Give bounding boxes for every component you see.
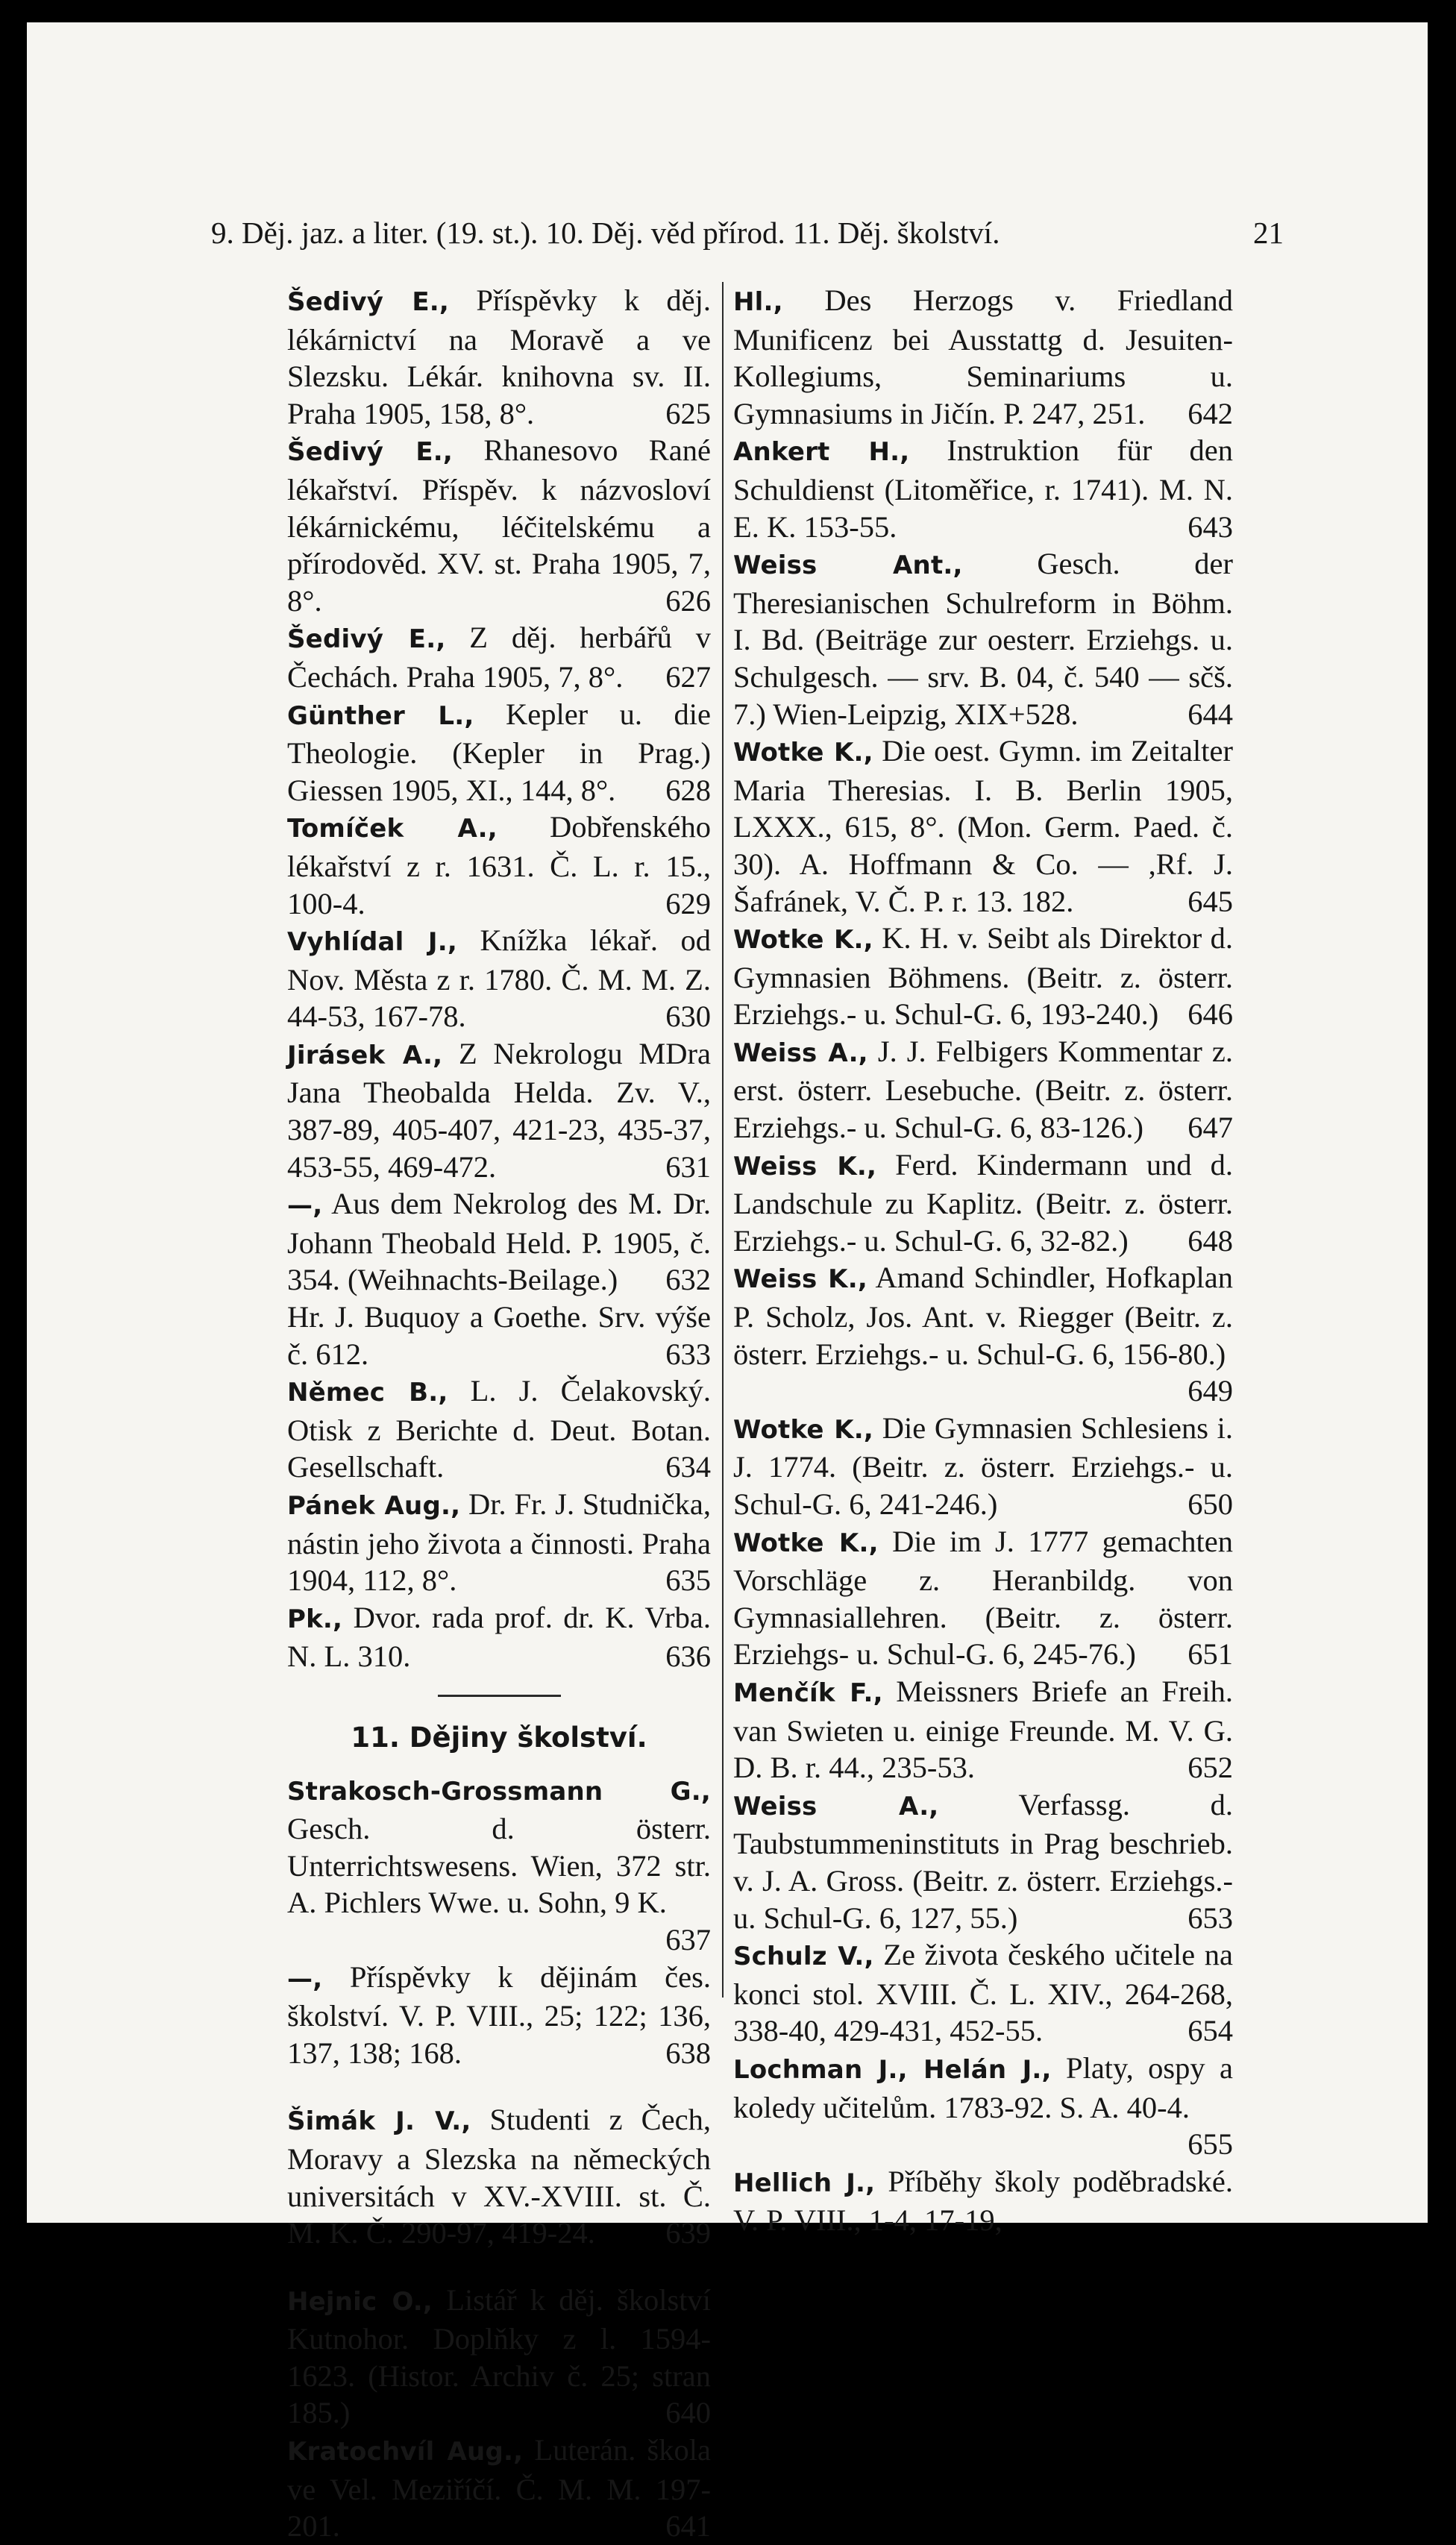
bibliography-entry bbox=[733, 545, 1233, 732]
entry-number: 639 bbox=[665, 2216, 711, 2250]
entry-number: 649 bbox=[1187, 1374, 1233, 1408]
bibliography-entry bbox=[733, 1259, 1233, 1409]
entry-text: Instruktion für den Schuldienst (Litoměřice, r. 1741). M. N. E. K. 153-55. bbox=[733, 433, 1233, 544]
entry-number: 641 bbox=[665, 2509, 711, 2544]
bibliography-entry bbox=[287, 1372, 711, 1486]
entry-text: Příběhy školy poděbradské. V. P. VIII., 1-4, 17-19, bbox=[733, 2164, 1234, 2238]
entry-text: Des Herzogs v. Friedland Munificenz bei Ausstattg d. Jesuiten-Kollegiums, Seminariums u. Gymnasiums in Jičín. P. 247, 251. bbox=[733, 283, 1233, 430]
bibliography-entry bbox=[287, 696, 711, 809]
bibliography-entry bbox=[733, 1410, 1233, 1523]
entry-number: 652 bbox=[1187, 1751, 1233, 1785]
entry-number: 640 bbox=[665, 2396, 711, 2430]
bibliography-entry bbox=[287, 2282, 711, 2432]
entry-number: 655 bbox=[1187, 2127, 1233, 2162]
bibliography-entry bbox=[287, 922, 711, 1035]
entry-number: 650 bbox=[1187, 1487, 1233, 1521]
entry-text: Dr. Fr. J. Studnička, nástin jeho života a činnosti. Praha 1904, 112, 8°. bbox=[287, 1487, 711, 1598]
entry-author: Šedivý E., bbox=[287, 624, 446, 655]
bibliography-entry bbox=[287, 619, 711, 695]
entry-text: Gesch. der Theresianischen Schulreform in Böhm. I. Bd. (Beiträge zur oesterr. Erziehgs. u. Schulgesch. — srv. B. 04, č. 540 — sčš. 7.) Wien-Leipzig, XIX+528. bbox=[733, 547, 1234, 731]
bibliography-entry bbox=[287, 2432, 711, 2545]
entry-author: Hejnic O., bbox=[287, 2286, 433, 2317]
entry-text: Luterán. škola ve Vel. Meziříčí. Č. M. M. 197-201. bbox=[287, 2433, 712, 2544]
entry-text: Příspěvky k děj. lékárnictví na Moravě a ve Slezsku. Lékár. knihovna sv. II. Praha 1905, 158, 8°. bbox=[287, 283, 711, 430]
entry-author: Günther L., bbox=[287, 700, 474, 731]
bibliography-entry bbox=[287, 1299, 711, 1372]
bibliography-entry bbox=[287, 1185, 711, 1299]
entry-author: Weiss A., bbox=[733, 1791, 939, 1821]
entry-number: 630 bbox=[665, 1000, 711, 1034]
entry-number: 635 bbox=[665, 1563, 711, 1598]
entry-number: 642 bbox=[1187, 396, 1233, 430]
entry-text: J. J. Felbigers Kommentar z. erst. österr. Lesebuche. (Beitr. z. österr. Erziehgs.- u. Schul-G. 6, 83-126.) bbox=[733, 1034, 1233, 1145]
entry-text: Die im J. 1777 gemachten Vorschläge z. Heranbildg. von Gymnasiallehren. (Beitr. z. österr. Erziehgs- u. Schul-G. 6, 245-76.) bbox=[733, 1524, 1233, 1672]
entry-text: Aus dem Nekrolog des M. Dr. Johann Theobald Held. P. 1905, č. 354. (Weihnachts-Beilage.) bbox=[287, 1187, 712, 1297]
running-header bbox=[211, 215, 1284, 251]
entry-number: 638 bbox=[665, 2036, 711, 2070]
entry-text: Ferd. Kindermann und d. Landschule zu Kaplitz. (Beitr. z. österr. Erziehgs.- u. Schul-G. 6, 32-82.) bbox=[733, 1147, 1234, 1258]
entry-author: Jirásek A., bbox=[287, 1040, 443, 1070]
entry-text: Die Gymnasien Schlesiens i. J. 1774. (Beitr. z. österr. Erziehgs.- u. Schul-G. 6, 241-246.) bbox=[733, 1410, 1234, 1521]
right-column bbox=[733, 282, 1233, 2239]
bibliography-entry bbox=[287, 1959, 711, 2072]
entry-text: Platy, ospy a koledy učitelům. 1783-92. S. A. 40-4. bbox=[733, 2050, 1234, 2124]
entry-author: Hellich J., bbox=[733, 2168, 876, 2198]
bibliography-entry bbox=[733, 1033, 1233, 1146]
entry-number: 648 bbox=[1187, 1223, 1233, 1258]
entry-number: 653 bbox=[1187, 1901, 1233, 1935]
entry-number: 632 bbox=[665, 1263, 711, 1297]
entry-author: Pánek Aug., bbox=[287, 1491, 461, 1521]
entry-author: Kratochvíl Aug., bbox=[287, 2437, 524, 2467]
entry-number: 627 bbox=[665, 659, 711, 694]
bibliography-entry bbox=[733, 2163, 1233, 2239]
entry-text: K. H. v. Seibt als Direktor d. Gymnasien Böhmens. (Beitr. z. österr. Erziehgs.- u. Schul-G. 6, 193-240.) bbox=[733, 921, 1234, 1032]
bibliography-entry bbox=[733, 432, 1233, 545]
entry-author: Wotke K., bbox=[733, 925, 873, 955]
bibliography-entry bbox=[733, 1673, 1233, 1786]
entry-number: 647 bbox=[1187, 1111, 1233, 1145]
right-entries bbox=[733, 282, 1233, 2239]
entry-author: Menčík F., bbox=[733, 1678, 883, 1708]
entry-text: Gesch. d. österr. Unterrichtswesens. Wien, 372 str. A. Pichlers Wwe. u. Sohn, 9 K. bbox=[287, 1812, 711, 1920]
left-column bbox=[287, 282, 711, 2545]
entry-text: L. J. Čelakovský. Otisk z Berichte d. Deut. Botan. Gesellschaft. bbox=[287, 1374, 712, 1484]
left-entries-school-history bbox=[287, 1772, 711, 2545]
entry-author: Weiss K., bbox=[733, 1151, 877, 1182]
entry-author: Šimák J. V., bbox=[287, 2106, 471, 2137]
entry-author: Weiss A., bbox=[733, 1038, 868, 1068]
entry-text: Z děj. herbářů v Čechách. Praha 1905, 7, 8°. bbox=[287, 621, 711, 694]
entry-author: —, bbox=[287, 1963, 323, 1994]
bibliography-entry bbox=[733, 282, 1233, 432]
entry-text: Studenti z Čech, Moravy a Slezska na německých universitách v XV.-XVIII. st. Č. M. K. Č. 290-97, 419-24. bbox=[287, 2103, 711, 2250]
entry-number: 629 bbox=[665, 886, 711, 920]
entry-text: Příspěvky k dějinám čes. školství. V. P. VIII., 25; 122; 136, 137, 138; 168. bbox=[287, 1959, 711, 2070]
column-divider bbox=[722, 282, 724, 1998]
entry-author: Strakosch-Grossmann G., bbox=[287, 1776, 711, 1807]
entry-author: Wotke K., bbox=[733, 1414, 874, 1445]
bibliography-entry bbox=[287, 1772, 711, 1959]
bibliography-entry bbox=[287, 282, 711, 432]
entry-text: Dvor. rada prof. dr. K. Vrba. N. L. 310. bbox=[287, 1600, 711, 1674]
bibliography-entry bbox=[733, 1936, 1233, 2050]
entry-number: 637 bbox=[665, 1922, 711, 1956]
bibliography-entry bbox=[287, 432, 711, 619]
entry-number: 654 bbox=[1187, 2014, 1233, 2048]
header-title: 9. Děj. jaz. a liter. (19. st.). 10. Děj. věd přírod. 11. Děj. školství. bbox=[211, 216, 1000, 250]
section-separator bbox=[438, 1695, 561, 1697]
bibliography-entry bbox=[733, 732, 1233, 920]
entry-author: Ankert H., bbox=[733, 437, 910, 468]
entry-author: Němec B., bbox=[287, 1378, 448, 1408]
entry-text: Kepler u. die Theologie. (Kepler in Prag.) Giessen 1905, XI., 144, 8°. bbox=[287, 697, 711, 807]
entry-text: Ze života českého učitele na konci stol. XVIII. Č. L. XIV., 264-268, 338-40, 429-431, 452-55. bbox=[733, 1938, 1233, 2048]
bibliography-entry bbox=[287, 2101, 711, 2251]
entry-author: Wotke K., bbox=[733, 1528, 879, 1558]
entry-author: Tomíček A., bbox=[287, 814, 498, 844]
entry-text: Rhanesovo Rané lékařství. Příspěv. k názvosloví lékárnickému, léčitelskému a přírodověd. XV. st. Praha 1905, 7, 8°. bbox=[287, 433, 711, 618]
section-title: 11. Dějiny školství. bbox=[351, 1721, 647, 1754]
entry-author: Šedivý E., bbox=[287, 437, 454, 468]
entry-number: 626 bbox=[665, 583, 711, 618]
entry-text: Knížka lékař. od Nov. Města z r. 1780. Č. M. M. Z. 44-53, 167-78. bbox=[287, 923, 711, 1034]
bibliography-entry bbox=[287, 809, 711, 922]
entry-author: Weiss K., bbox=[733, 1264, 867, 1295]
bibliography-entry bbox=[733, 1523, 1233, 1673]
entry-text: Amand Schindler, Hofkaplan P. Scholz, Jos. Ant. v. Riegger (Beitr. z. österr. Erziehgs.- u. Schul-G. 6, 156-80.) bbox=[733, 1261, 1234, 1371]
entry-author: Wotke K., bbox=[733, 738, 873, 768]
entry-author: Schulz V., bbox=[733, 1942, 874, 1972]
entry-number: 644 bbox=[1187, 697, 1233, 731]
bibliography-entry bbox=[733, 1786, 1233, 1936]
entry-number: 643 bbox=[1187, 509, 1233, 544]
entry-text: Z Nekrologu MDra Jana Theobalda Helda. Zv. V., 387-89, 405-407, 421-23, 435-37, 453-55, 469-472. bbox=[287, 1036, 711, 1184]
left-entries-history-science bbox=[287, 282, 711, 1675]
entry-number: 636 bbox=[665, 1639, 711, 1674]
entry-number: 625 bbox=[665, 396, 711, 430]
bibliography-entry bbox=[287, 1599, 711, 1675]
bibliography-entry bbox=[733, 1146, 1233, 1260]
entry-number: 651 bbox=[1187, 1637, 1233, 1672]
bibliography-entry bbox=[733, 2050, 1233, 2163]
entry-number: 633 bbox=[665, 1337, 711, 1371]
entry-author: Šedivý E., bbox=[287, 287, 450, 317]
entry-author: Hl., bbox=[733, 287, 783, 317]
entry-number: 631 bbox=[665, 1149, 711, 1184]
page-number: 21 bbox=[1253, 216, 1284, 250]
entry-number: 628 bbox=[665, 773, 711, 807]
entry-text: Hr. J. Buquoy a Goethe. Srv. výše č. 612. bbox=[287, 1300, 711, 1371]
entry-text: Meissners Briefe an Freih. van Swieten u. einige Freunde. M. V. G. D. B. r. 44., 235-53. bbox=[733, 1674, 1234, 1785]
bibliography-entry bbox=[287, 1486, 711, 1599]
entry-author: Lochman J., Helán J., bbox=[733, 2054, 1052, 2085]
entry-author: —, bbox=[287, 1190, 323, 1221]
entry-text: Dobřenského lékařství z r. 1631. Č. L. r. 15., 100-4. bbox=[287, 810, 711, 920]
entry-text: Listář k děj. školství Kutnohor. Doplňky z l. 1594-1623. (Histor. Archiv č. 25; stran 185.) bbox=[287, 2282, 712, 2430]
entry-number: 646 bbox=[1187, 997, 1233, 1032]
entry-author: Pk., bbox=[287, 1604, 343, 1634]
bibliography-entry bbox=[733, 920, 1233, 1033]
entry-number: 645 bbox=[1187, 884, 1233, 918]
entry-text: Verfassg. d. Taubstummeninstituts in Prag beschrieb. v. J. A. Gross. (Beitr. z. österr. Erziehgs.- u. Schul-G. 6, 127, 55.) bbox=[733, 1787, 1233, 1935]
entry-text: Die oest. Gymn. im Zeitalter Maria Theresias. I. B. Berlin 1905, LXXX., 615, 8°. (Mon. Germ. Paed. č. 30). A. Hoffmann & Co. — ,Rf. J. Šafránek, V. Č. P. r. 13. 182. bbox=[733, 734, 1234, 918]
entry-author: Vyhlídal J., bbox=[287, 927, 458, 958]
entry-number: 634 bbox=[665, 1450, 711, 1484]
entry-author: Weiss Ant., bbox=[733, 550, 963, 581]
bibliography-entry bbox=[287, 1035, 711, 1185]
